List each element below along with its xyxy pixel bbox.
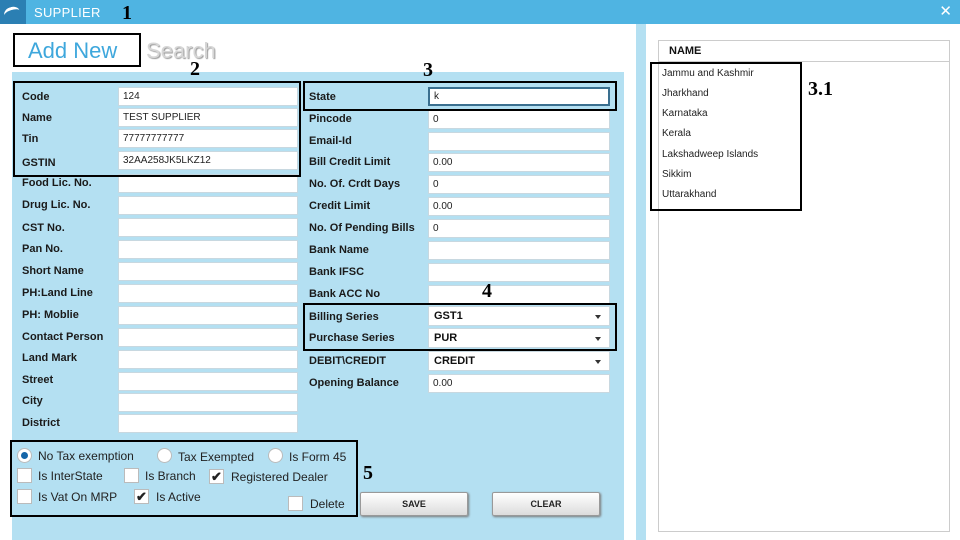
credit-days-input[interactable]: 0 — [428, 175, 610, 194]
list-item[interactable]: Jammu and Kashmir — [662, 68, 754, 79]
credit-days-label: No. Of. Crdt Days — [309, 178, 401, 190]
list-item[interactable]: Sikkim — [662, 169, 692, 180]
annotation-box-1 — [13, 33, 141, 67]
clear-button[interactable]: CLEAR — [492, 492, 600, 516]
annotation-box-2 — [13, 81, 301, 177]
opening-balance-input[interactable]: 0.00 — [428, 374, 610, 393]
tin-label: Tin — [22, 133, 39, 145]
annotation-number-3: 3 — [423, 59, 433, 81]
app-logo-icon — [0, 0, 26, 24]
interstate-label: Is InterState — [38, 469, 103, 483]
title-bar — [0, 0, 960, 24]
state-list-header: NAME — [658, 40, 950, 62]
branch-label: Is Branch — [145, 469, 196, 483]
pan-label: Pan No. — [22, 243, 63, 255]
billing-series-label: Billing Series — [309, 311, 379, 323]
bank-acc-input[interactable] — [428, 285, 610, 304]
drug-lic-label: Drug Lic. No. — [22, 199, 91, 211]
window-title: SUPPLIER — [34, 5, 101, 20]
landline-label: PH:Land Line — [22, 287, 93, 299]
bill-credit-limit-label: Bill Credit Limit — [309, 156, 391, 168]
bank-acc-label: Bank ACC No — [309, 288, 381, 300]
bank-name-label: Bank Name — [309, 244, 369, 256]
pincode-label: Pincode — [309, 113, 352, 125]
street-input[interactable] — [118, 372, 298, 391]
code-input[interactable]: 124 — [118, 87, 298, 106]
email-label: Email-Id — [309, 135, 352, 147]
bank-ifsc-label: Bank IFSC — [309, 266, 365, 278]
short-name-input[interactable] — [118, 262, 298, 281]
credit-limit-input[interactable]: 0.00 — [428, 197, 610, 216]
food-lic-label: Food Lic. No. — [22, 177, 92, 189]
panel-divider — [636, 24, 646, 540]
landline-input[interactable] — [118, 284, 298, 303]
annotation-box-3 — [303, 81, 617, 111]
tab-add-new[interactable]: Add New — [28, 38, 118, 63]
save-button[interactable]: SAVE — [360, 492, 468, 516]
annotation-number-4: 4 — [482, 280, 492, 302]
list-item[interactable]: Jharkhand — [662, 88, 709, 99]
is-active-checkbox[interactable]: ✔ — [134, 489, 149, 504]
annotation-number-1: 1 — [122, 2, 132, 24]
tin-input[interactable]: 77777777777 — [118, 129, 298, 148]
district-input[interactable] — [118, 414, 298, 433]
list-item[interactable]: Karnataka — [662, 108, 708, 119]
list-item[interactable]: Kerala — [662, 128, 691, 139]
bank-ifsc-input[interactable] — [428, 263, 610, 282]
state-label: State — [309, 91, 336, 103]
purchase-series-label: Purchase Series — [309, 332, 395, 344]
tax-exempted-label: Tax Exempted — [178, 450, 255, 464]
mobile-label: PH: Moblie — [22, 309, 79, 321]
debit-credit-label: DEBIT\CREDIT — [309, 355, 386, 367]
contact-person-input[interactable] — [118, 328, 298, 347]
pan-input[interactable] — [118, 240, 298, 259]
pincode-input[interactable]: 0 — [428, 110, 610, 129]
drug-lic-input[interactable] — [118, 196, 298, 215]
city-label: City — [22, 395, 43, 407]
state-input[interactable]: k — [428, 87, 610, 106]
landmark-label: Land Mark — [22, 352, 78, 364]
gstin-label: GSTIN — [22, 157, 56, 169]
landmark-input[interactable] — [118, 350, 298, 369]
bill-credit-limit-input[interactable]: 0.00 — [428, 153, 610, 172]
street-label: Street — [22, 374, 54, 386]
name-label: Name — [22, 112, 52, 124]
tab-search[interactable]: Search — [146, 38, 216, 63]
form45-label: Is Form 45 — [289, 450, 347, 464]
district-label: District — [22, 417, 60, 429]
registered-dealer-label: Registered Dealer — [231, 470, 328, 484]
credit-limit-label: Credit Limit — [309, 200, 371, 212]
no-tax-exemption-label: No Tax exemption — [38, 449, 134, 463]
cst-input[interactable] — [118, 218, 298, 237]
mobile-input[interactable] — [118, 306, 298, 325]
list-item[interactable]: Uttarakhand — [662, 189, 717, 200]
vat-on-mrp-label: Is Vat On MRP — [38, 490, 118, 504]
is-active-label: Is Active — [156, 490, 201, 504]
purchase-series-value: PUR — [434, 332, 458, 344]
annotation-number-2: 2 — [190, 58, 200, 80]
annotation-box-3-1 — [650, 62, 802, 211]
billing-series-value: GST1 — [434, 310, 463, 322]
email-input[interactable] — [428, 132, 610, 151]
name-input[interactable]: TEST SUPPLIER — [118, 108, 298, 127]
pending-bills-input[interactable]: 0 — [428, 219, 610, 238]
list-item[interactable]: Lakshadweep Islands — [662, 149, 759, 160]
debit-credit-value: CREDIT — [434, 355, 475, 367]
debit-credit-select[interactable] — [428, 351, 610, 371]
bank-name-input[interactable] — [428, 241, 610, 260]
gstin-input[interactable]: 32AA258JK5LKZ12 — [118, 151, 298, 170]
pending-bills-label: No. Of Pending Bills — [309, 222, 415, 234]
code-label: Code — [22, 91, 50, 103]
annotation-number-5: 5 — [363, 462, 373, 484]
delete-label: Delete — [310, 497, 345, 511]
annotation-box-4 — [303, 303, 617, 351]
close-icon[interactable]: ✕ — [939, 3, 952, 20]
short-name-label: Short Name — [22, 265, 84, 277]
registered-dealer-checkbox[interactable]: ✔ — [209, 469, 224, 484]
annotation-box-5 — [10, 440, 358, 517]
opening-balance-label: Opening Balance — [309, 377, 399, 389]
chevron-down-icon — [595, 360, 601, 364]
contact-person-label: Contact Person — [22, 331, 104, 343]
annotation-number-3-1: 3.1 — [808, 78, 833, 100]
cst-label: CST No. — [22, 222, 65, 234]
city-input[interactable] — [118, 393, 298, 412]
